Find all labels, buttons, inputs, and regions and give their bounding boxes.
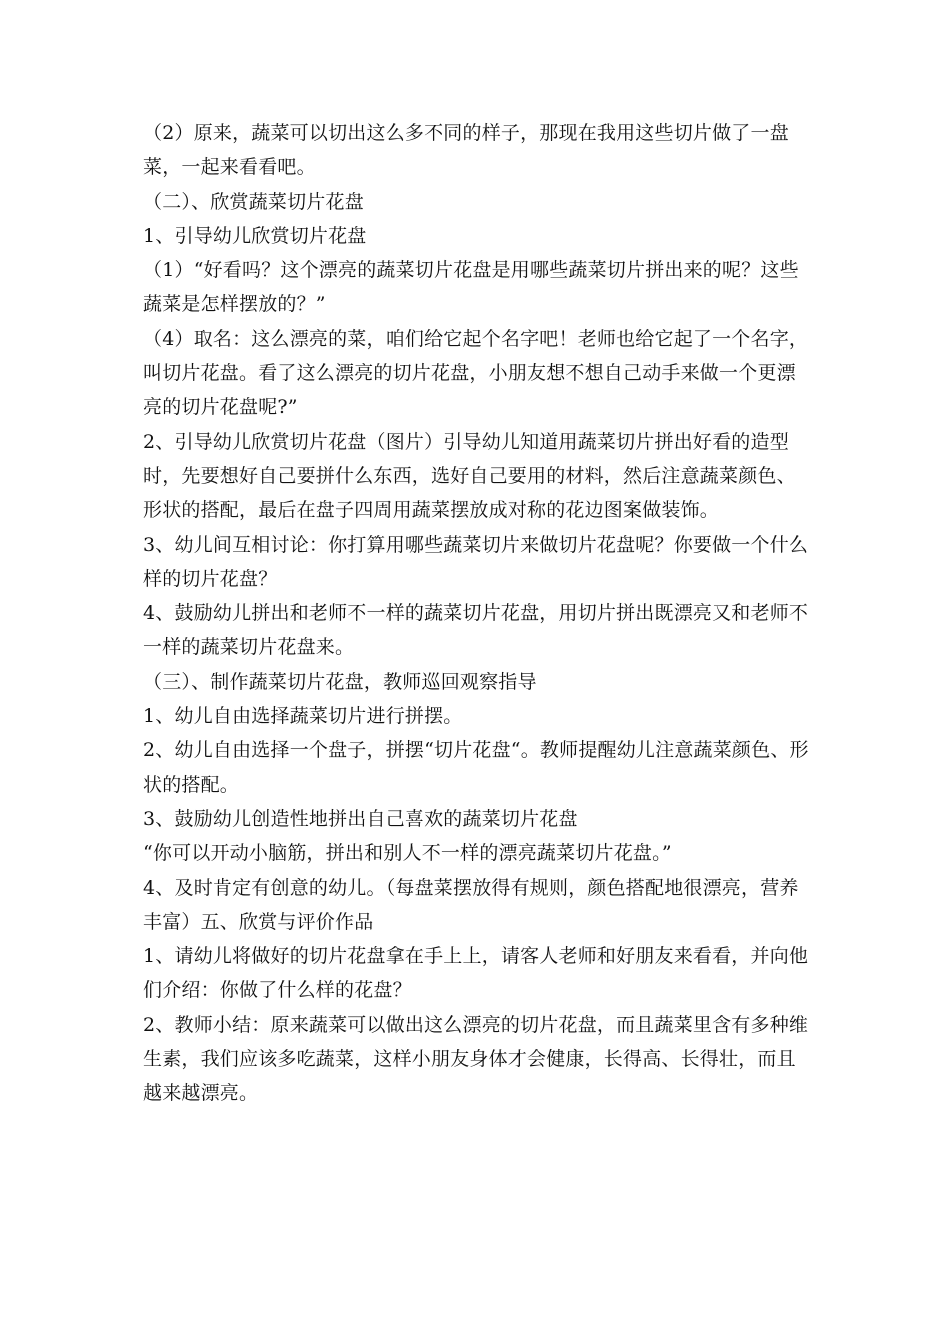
paragraph-make-3: 3、鼓励幼儿创造性地拼出自己喜欢的蔬菜切片花盘	[143, 807, 578, 830]
paragraph-question-1: （1）“好看吗？这个漂亮的蔬菜切片花盘是用哪些蔬菜切片拼出来的呢？这些蔬菜是怎样摆放的？”	[143, 259, 799, 316]
document-page	[143, 116, 811, 1111]
section-heading-3: （三）、制作蔬菜切片花盘，教师巡回观察指导	[143, 670, 537, 693]
step-heading-1: 1、引导幼儿欣赏切片花盘	[143, 224, 367, 247]
paragraph-naming-4: （4）取名：这么漂亮的菜，咱们给它起个名字吧！老师也给它起了一个名字，叫切片花盘。看了这么漂亮的切片花盘，小朋友想不想自己动手来做一个更漂亮的切片花盘呢?”	[143, 327, 809, 419]
section-heading-2: （二）、欣赏蔬菜切片花盘	[143, 190, 364, 213]
paragraph-make-4: 4、及时肯定有创意的幼儿。（每盘菜摆放得有规则，颜色搭配地很漂亮，营养丰富）五、欣赏与评价作品	[143, 876, 799, 933]
paragraph-summary-2: 2、教师小结：原来蔬菜可以做出这么漂亮的切片花盘，而且蔬菜里含有多种维生素，我们应该多吃蔬菜，这样小朋友身体才会健康，长得高、长得壮，而且越来越漂亮。	[143, 1013, 809, 1105]
paragraph-step-2: 2、引导幼儿欣赏切片花盘（图片）引导幼儿知道用蔬菜切片拼出好看的造型时，先要想好自己要拼什么东西，选好自己要用的材料，然后注意蔬菜颜色、形状的搭配，最后在盘子四周用蔬菜摆放成对称的花边图案做装饰。	[143, 430, 796, 522]
paragraph-step-3: 3、幼儿间互相讨论：你打算用哪些蔬菜切片来做切片花盘呢？你要做一个什么样的切片花盘？	[143, 533, 809, 590]
paragraph-intro-2: （2）原来，蔬菜可以切出这么多不同的样子，那现在我用这些切片做了一盘菜，一起来看看吧。	[143, 122, 789, 179]
paragraph-make-1: 1、幼儿自由选择蔬菜切片进行拼摆。	[143, 705, 463, 728]
paragraph-make-2: 2、幼儿自由选择一个盘子，拼摆“切片花盘“。教师提醒幼儿注意蔬菜颜色、形状的搭配。	[143, 739, 809, 796]
paragraph-step-4: 4、鼓励幼儿拼出和老师不一样的蔬菜切片花盘，用切片拼出既漂亮又和老师不一样的蔬菜切片花盘来。	[143, 602, 809, 659]
paragraph-evaluate-1: 1、请幼儿将做好的切片花盘拿在手上上，请客人老师和好朋友来看看，并向他们介绍：你做了什么样的花盘？	[143, 945, 809, 1002]
paragraph-quote: “你可以开动小脑筋，拼出和别人不一样的漂亮蔬菜切片花盘。”	[143, 842, 672, 865]
